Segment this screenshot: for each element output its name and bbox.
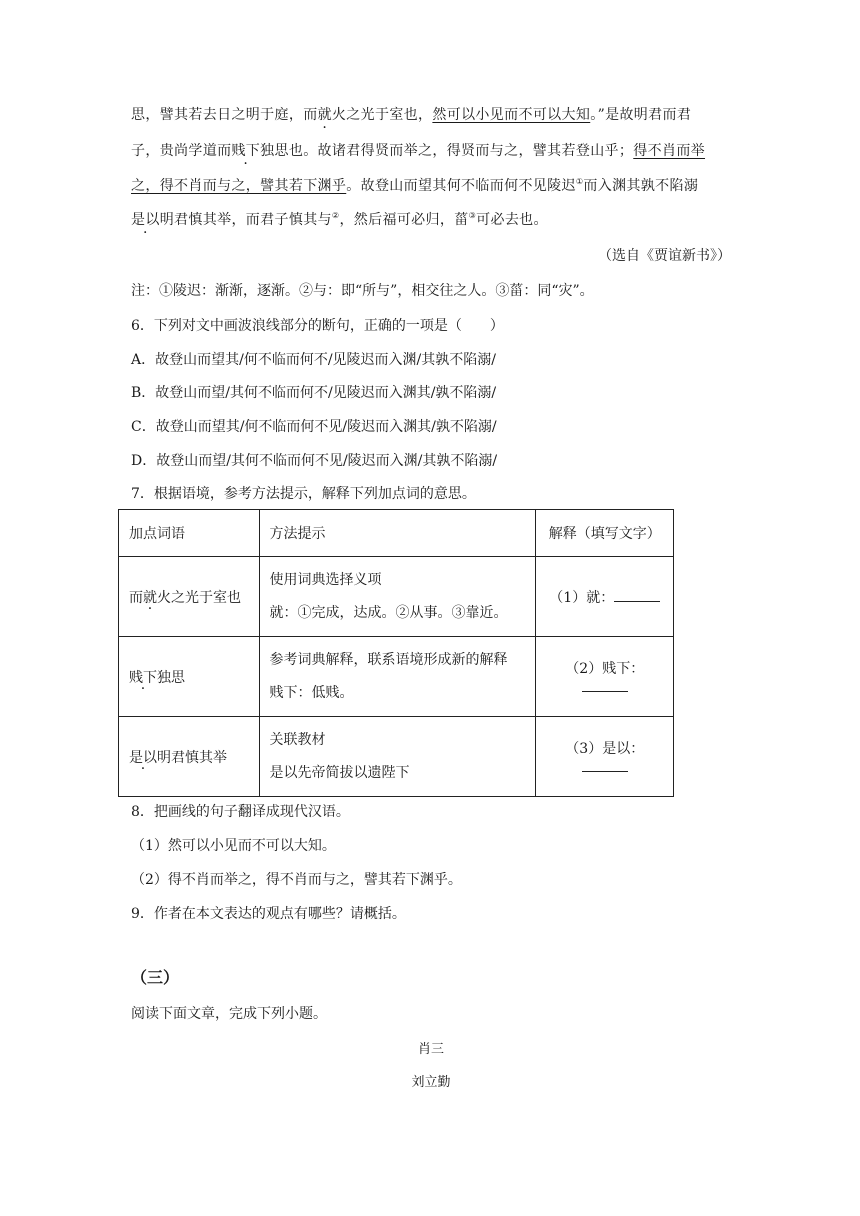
question-6-stem: 6．下列对文中画波浪线部分的断句，正确的一项是（ ） [131, 318, 504, 334]
dotted-word: 贱下 [231, 143, 261, 159]
word-text: 明君慎其举 [157, 749, 227, 766]
passage-line-3 [131, 176, 731, 196]
dotted-word: 是以 [131, 212, 160, 228]
passage-text: 。故登山而望其何不临而何不见陵迟 [346, 178, 576, 194]
method-cell [259, 717, 536, 797]
dotted-word: 是以 [129, 749, 157, 766]
table-header: 加点词语 [119, 510, 260, 557]
answer-blank[interactable] [614, 588, 660, 602]
word-cell [119, 717, 260, 797]
passage-text: 明君慎其举，而君子慎其与 [159, 212, 332, 228]
answer-cell [536, 637, 674, 717]
passage-text: ，然后福可必归，菑 [339, 212, 469, 228]
answer-cell [536, 717, 674, 797]
word-cell [119, 637, 260, 717]
option-d: D．故登山而望/其何不临而何不见/陵迟而入渊/其孰不陷溺/ [131, 453, 498, 469]
answer-label: （3）是以： [565, 740, 645, 757]
underlined-sentence: 得不肖而举 [633, 143, 706, 159]
method-line: 是以先帝简拔以遗陛下 [269, 764, 410, 781]
passage-source: （选自《贾谊新书》） [598, 248, 731, 264]
answer-label: （2）贱下： [565, 660, 645, 677]
passage-text: 可必去也。 [476, 212, 548, 228]
word-text: 独思 [157, 669, 185, 686]
underlined-sentence: 之，得不肖而与之，譬其若下渊乎 [131, 178, 347, 194]
word-text: 火之光于室也 [157, 589, 241, 606]
answer-blank[interactable] [582, 758, 628, 772]
answer-blank[interactable] [582, 678, 628, 692]
method-line: 使用词典选择义项 [269, 571, 382, 588]
dotted-word: 就 [143, 589, 157, 606]
dotted-word: 贱下 [129, 669, 157, 686]
passage-text: 。”是故明君而君 [590, 107, 692, 123]
passage-text: 独思也。故诸君得贤而举之，得贤而与之，譬其若登山乎； [260, 143, 634, 159]
passage-text: 思，譬其若去日之明于庭，而 [131, 107, 318, 123]
question-9-stem: 9．作者在本文表达的观点有哪些？请概括。 [131, 906, 406, 922]
table-row [119, 557, 674, 637]
word-cell [119, 557, 260, 637]
method-cell [259, 557, 536, 637]
passage-line-2 [131, 141, 731, 161]
question-7-stem: 7．根据语境，参考方法提示，解释下列加点词的意思。 [131, 486, 476, 502]
method-line: 就：①完成，达成。②从事。③靠近。 [269, 604, 508, 621]
table-header-row [119, 510, 674, 557]
section-instruction: 阅读下面文章，完成下列小题。 [131, 1006, 327, 1022]
table-header: 解释（填写文字） [536, 510, 674, 557]
method-line: 参考词典解释，联系语境形成新的解释 [269, 651, 508, 668]
word-explanation-table [118, 509, 674, 797]
table-row [119, 717, 674, 797]
passage-text: 而入渊其孰不陷溺 [583, 178, 699, 194]
table-row [119, 637, 674, 717]
question-8-item-2: （2）得不肖而举之，得不肖而与之，譬其若下渊乎。 [131, 872, 462, 888]
footnote-mark: ③ [468, 211, 477, 220]
answer-cell [536, 557, 674, 637]
passage-line-4 [131, 210, 731, 230]
article-author: 刘立勤 [411, 1075, 451, 1090]
method-line: 关联教材 [269, 731, 326, 748]
table-header: 方法提示 [259, 510, 536, 557]
word-text: 而 [129, 589, 143, 606]
question-8-stem: 8．把画线的句子翻译成现代汉语。 [131, 804, 350, 820]
footnote: 注：①陵迟：渐渐，逐渐。②与：即“所与”，相交往之人。③菑：同“灾”。 [131, 283, 594, 299]
footnote-mark: ① [575, 177, 584, 186]
section-title: （三） [131, 968, 180, 987]
method-line: 贱下：低贱。 [269, 684, 354, 701]
passage-text: 子，贵尚学道而 [131, 143, 232, 159]
underlined-sentence: 然可以小见而不可以大知 [432, 107, 591, 123]
question-8-item-1: （1）然可以小见而不可以大知。 [131, 838, 336, 854]
option-a: A．故登山而望其/何不临而何不/见陵迟而入渊/其孰不陷溺/ [131, 352, 496, 368]
footnote-mark: ② [331, 211, 340, 220]
method-cell [259, 637, 536, 717]
option-c: C．故登山而望其/何不临而何不见/陵迟而入渊其/孰不陷溺/ [131, 419, 497, 435]
option-b: B．故登山而望/其何不临而何不/见陵迟而入渊其/孰不陷溺/ [131, 385, 497, 401]
passage-line-1 [131, 105, 731, 125]
article-title: 肖三 [417, 1042, 444, 1057]
answer-label: （1）就： [549, 589, 615, 606]
passage-text: 火之光于室也， [331, 107, 433, 123]
dotted-word: 就 [317, 107, 332, 123]
